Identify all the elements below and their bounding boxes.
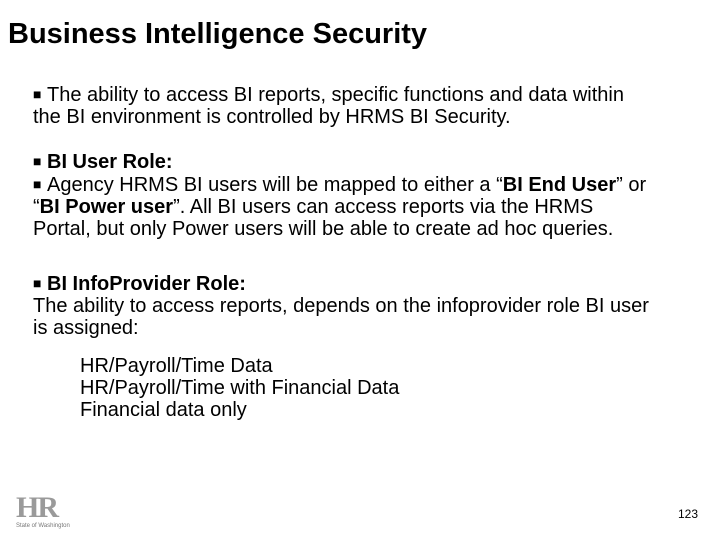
para2-line1-end: ” or: [616, 174, 647, 196]
slide-title: Business Intelligence Security: [8, 18, 428, 50]
access-options-list: [80, 355, 399, 421]
para2-line2-quote: “: [33, 196, 40, 218]
page-number: 123: [678, 507, 699, 521]
para1-line1: The ability to access BI reports, specific functions and data within: [47, 84, 624, 106]
para3-line1: The ability to access reports, depends on the infoprovider role BI user: [33, 295, 649, 317]
bullet-icon: ■: [33, 86, 42, 102]
bullet-icon: ■: [33, 275, 42, 291]
para3-line2: is assigned:: [33, 317, 139, 339]
list-item: HR/Payroll/Time Data: [80, 355, 273, 377]
hr-logo-caption: State of Washington: [16, 523, 70, 529]
bi-end-user-term: BI End User: [502, 174, 617, 196]
bi-power-user-term: BI Power user: [39, 196, 174, 218]
list-item: Financial data only: [80, 399, 247, 421]
hr-logo: [16, 491, 80, 530]
hr-logo-mark: HR: [16, 491, 57, 524]
paragraph-bi-security: [33, 83, 713, 128]
para2-line2-text: ”. All BI users can access reports via the HRMS: [173, 196, 594, 218]
para1-line2: the BI environment is controlled by HRMS BI Security.: [33, 106, 511, 128]
bullet-icon: ■: [33, 176, 42, 192]
list-item: HR/Payroll/Time with Financial Data: [80, 377, 400, 399]
infoprovider-role-heading: BI InfoProvider Role:: [47, 273, 246, 295]
para2-line1-text: Agency HRMS BI users will be mapped to either a “: [47, 174, 503, 196]
bullet-icon: ■: [33, 153, 42, 169]
user-role-heading: BI User Role:: [47, 151, 173, 173]
para2-line3: Portal, but only Power users will be able to create ad hoc queries.: [33, 218, 614, 240]
paragraph-infoprovider-role: [33, 272, 713, 339]
paragraph-user-role: [33, 150, 713, 240]
